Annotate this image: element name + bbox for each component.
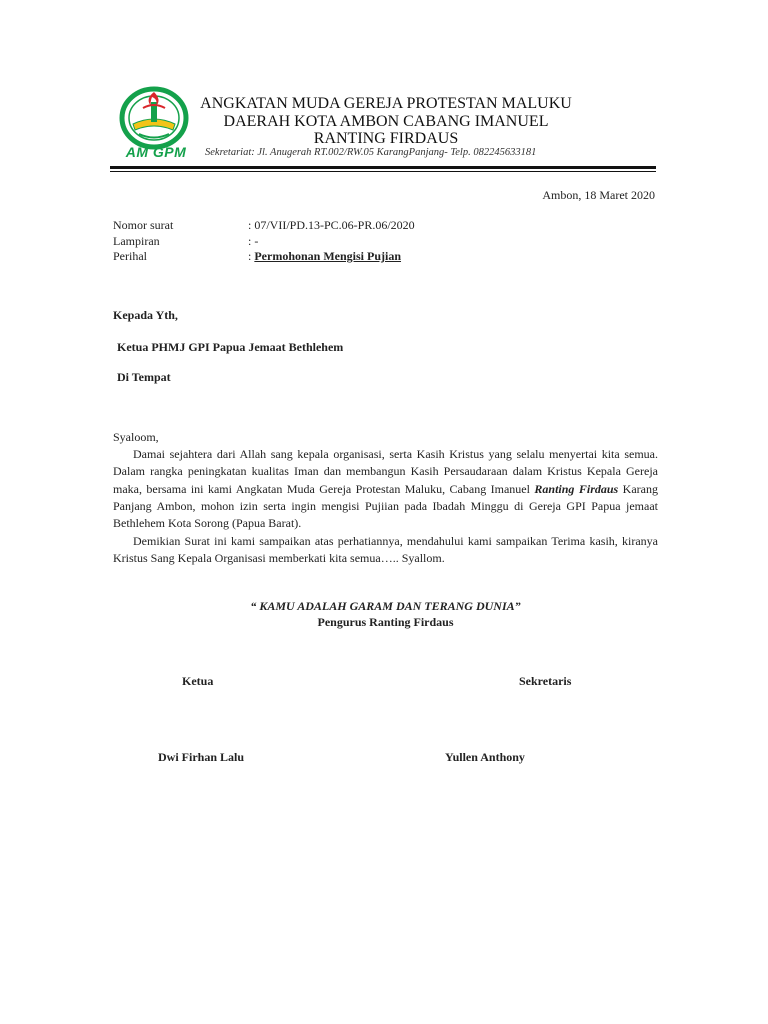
- para1-text-a: Damai sejahtera dari Allah sang kepala organisasi, serta Kasih Kristus yang selalu menyertai kita semua. Dalam rangka peningkatan kualitas Iman dan membangun Kasih Persaudaraan dalam Kristus Kepala Gereja maka, bersama ini kami Angkatan Muda Gereja Protestan Maluku, Cabang Imanuel: [113, 447, 658, 496]
- perihal-subject: Permohonan Mengisi Pujian: [254, 249, 402, 263]
- motto: “ KAMU ADALAH GARAM DAN TERANG DUNIA”: [250, 599, 521, 613]
- lampiran-value: : -: [248, 234, 259, 248]
- sekretaris-name: Yullen Anthony: [445, 750, 525, 764]
- perihal-label: Perihal: [113, 249, 147, 263]
- sekretaris-title: Sekretaris: [519, 674, 572, 688]
- ketua-title: Ketua: [182, 674, 214, 688]
- body-paragraph-1: [113, 446, 658, 532]
- lampiran-label: Lampiran: [113, 234, 160, 248]
- greeting: Syaloom,: [113, 430, 159, 444]
- body-paragraph-2: Demikian Surat ini kami sampaikan atas perhatiannya, mendahului kami sampaikan Terima kasih, kiranya Kristus Sang Kepala Organisasi memberkati kita semua….. Syallom.: [113, 534, 658, 566]
- recipient-place: Di Tempat: [117, 370, 171, 384]
- perihal-colon: :: [248, 249, 255, 263]
- perihal-value: [248, 249, 401, 264]
- ranting-firdaus-emphasis: Ranting Firdaus: [534, 481, 619, 496]
- org-name-line3: RANTING FIRDAUS: [313, 130, 459, 147]
- recipient-to: Kepada Yth,: [113, 308, 178, 322]
- org-name-line2: DAERAH KOTA AMBON CABANG IMANUEL: [223, 113, 549, 130]
- header-divider-thin: [110, 171, 656, 172]
- secretariat-address: Sekretariat: Jl. Anugerah RT.002/RW.05 KarangPanjang- Telp. 082245633181: [205, 147, 537, 158]
- recipient-name: Ketua PHMJ GPI Papua Jemaat Bethlehem: [117, 340, 344, 354]
- pengurus-label: Pengurus Ranting Firdaus: [317, 615, 454, 629]
- nomor-surat-label: Nomor surat: [113, 218, 174, 232]
- letter-date: Ambon, 18 Maret 2020: [542, 188, 655, 202]
- org-name-line1: ANGKATAN MUDA GEREJA PROTESTAN MALUKU: [200, 95, 572, 112]
- header-divider-thick: [110, 166, 656, 169]
- nomor-surat-value: : 07/VII/PD.13-PC.06-PR.06/2020: [248, 218, 415, 232]
- para1-text-b: Karang Panjang Ambon, mohon izin serta ingin mengisi Pujiian pada Ibadah Minggu di Gereja GPI Papua jemaat Bethlehem Kota Sorong (Papua Barat).: [113, 481, 658, 531]
- ketua-name: Dwi Firhan Lalu: [158, 750, 245, 764]
- logo-text: AM GPM: [125, 144, 187, 160]
